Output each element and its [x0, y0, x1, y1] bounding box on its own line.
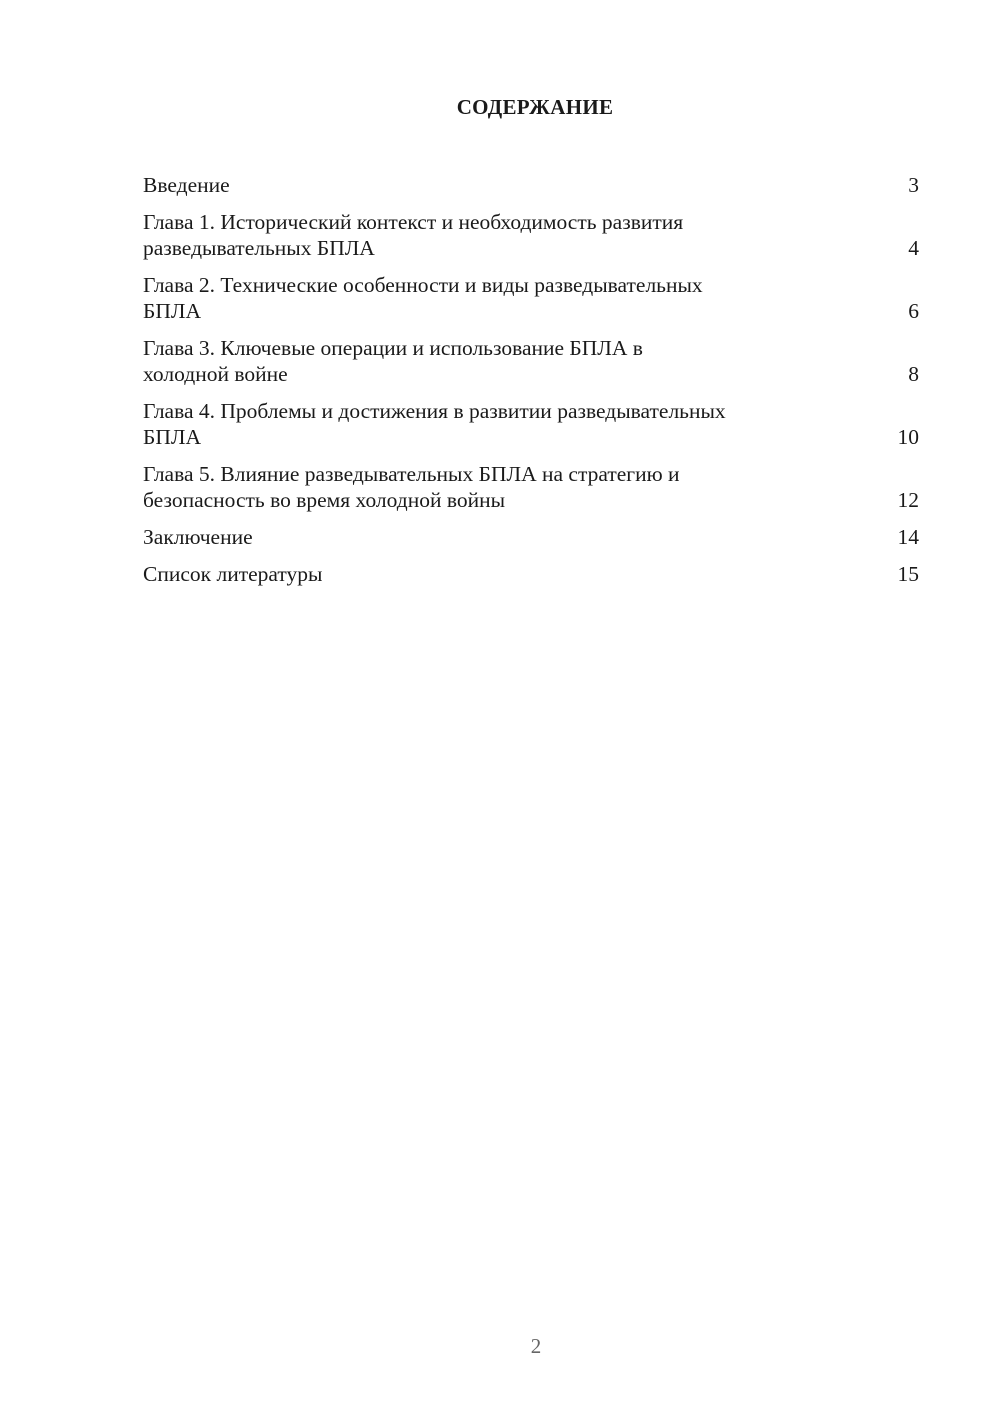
- toc-entry-title: [143, 398, 843, 450]
- toc-entry-title: [143, 272, 843, 324]
- toc-entry-chapter-1[interactable]: [143, 209, 919, 261]
- toc-entry-title-line: Глава 1. Исторический контекст и необходимость развития: [143, 210, 684, 234]
- toc-entry-title: [143, 209, 843, 261]
- toc-entry-title-line: Глава 2. Технические особенности и виды разведывательных: [143, 273, 703, 297]
- toc-entry-title: [143, 172, 843, 198]
- toc-entry-page: 3: [908, 173, 919, 197]
- page-title: СОДЕРЖАНИЕ: [456, 95, 614, 119]
- toc-entry-chapter-2[interactable]: [143, 272, 919, 324]
- toc-entry-chapter-3[interactable]: [143, 335, 919, 387]
- toc-entry-chapter-5[interactable]: [143, 461, 919, 513]
- toc-entry-title-line: Список литературы: [143, 562, 323, 586]
- toc-entry-title-line: БПЛА: [143, 425, 201, 449]
- toc-entry-page: 14: [897, 525, 919, 549]
- toc-entry-title: [143, 524, 843, 550]
- toc-entry-title: [143, 561, 843, 587]
- toc-entry-title-line: разведывательных БПЛА: [143, 236, 375, 260]
- toc-entry-conclusion[interactable]: [143, 524, 919, 550]
- toc-entry-references[interactable]: [143, 561, 919, 587]
- toc-entry-title-line: безопасность во время холодной войны: [143, 488, 506, 512]
- toc-entry-page: 6: [908, 299, 919, 323]
- toc-entry-title-line: БПЛА: [143, 299, 201, 323]
- page-number: 2: [530, 1334, 542, 1358]
- toc-entry-title-line: Глава 5. Влияние разведывательных БПЛА на стратегию и: [143, 462, 680, 486]
- toc-entry-page: 4: [908, 236, 919, 260]
- toc-entry-page: 12: [897, 488, 919, 512]
- toc-entry-title-line: Заключение: [143, 525, 253, 549]
- toc-entry-title: [143, 461, 843, 513]
- toc-entry-title-line: холодной войне: [143, 362, 288, 386]
- toc-entry-introduction[interactable]: [143, 172, 919, 198]
- toc-entry-chapter-4[interactable]: [143, 398, 919, 450]
- toc-entry-title: [143, 335, 843, 387]
- toc-entry-title-line: Глава 3. Ключевые операции и использование БПЛА в: [143, 336, 643, 360]
- toc-entry-page: 15: [897, 562, 919, 586]
- table-of-contents: [143, 172, 919, 598]
- toc-entry-page: 10: [897, 425, 919, 449]
- toc-entry-title-line: Введение: [143, 173, 230, 197]
- toc-entry-title-line: Глава 4. Проблемы и достижения в развитии разведывательных: [143, 399, 726, 423]
- toc-entry-page: 8: [908, 362, 919, 386]
